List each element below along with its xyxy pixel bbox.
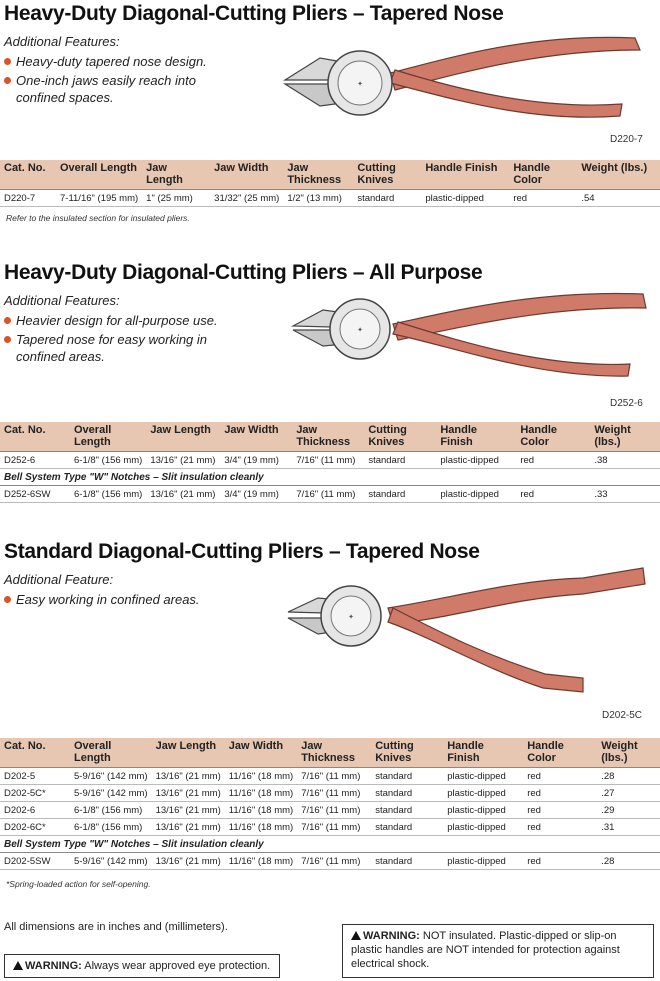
cell: .28: [597, 768, 660, 785]
col-jaw-length: Jaw Length: [142, 160, 210, 190]
cell: plastic-dipped: [443, 853, 523, 870]
table-row: [0, 853, 660, 870]
col-jaw-thickness: Jaw Thickness: [292, 422, 364, 452]
cell: standard: [371, 853, 443, 870]
cell: 11/16" (18 mm): [225, 802, 297, 819]
cell: D202-5: [0, 768, 70, 785]
section2-spec-table: [0, 422, 660, 503]
cell: 13/16" (21 mm): [152, 819, 225, 836]
bullet-dot-icon: [4, 317, 11, 324]
table-row: [0, 768, 660, 785]
section1-bullet-2: One-inch jaws easily reach into confined spaces.: [4, 72, 196, 106]
col-jaw-width: Jaw Width: [225, 738, 297, 768]
cell: red: [516, 452, 590, 469]
section1-note: Refer to the insulated section for insulated pliers.: [6, 213, 190, 223]
cell: D252-6: [0, 452, 70, 469]
col-cutting-knives: Cutting Knives: [371, 738, 443, 768]
cell: 3/4" (19 mm): [220, 486, 292, 503]
section2-bullet-1: Heavier design for all-purpose use.: [4, 312, 218, 329]
cell: 3/4" (19 mm): [220, 452, 292, 469]
cell: 7/16" (11 mm): [297, 819, 371, 836]
col-handle-color: Handle Color: [523, 738, 597, 768]
section3-features-heading: Additional Feature:: [4, 572, 114, 587]
cell: standard: [353, 190, 421, 207]
section2-bullet-2: Tapered nose for easy working in confined areas.: [4, 331, 207, 365]
cell: plastic-dipped: [443, 802, 523, 819]
section2-features-heading: Additional Features:: [4, 293, 120, 308]
cell: 7/16" (11 mm): [297, 802, 371, 819]
warning-text: NOT insulated. Plastic-dipped or slip-on plastic handles are NOT intended for protection against electrical shock.: [351, 930, 620, 970]
insulation-warning: [342, 924, 654, 978]
section3-bullet-1: Easy working in confined areas.: [4, 591, 200, 608]
col-weight: Weight (lbs.): [590, 422, 660, 452]
col-handle-color: Handle Color: [509, 160, 577, 190]
cell: 13/16" (21 mm): [152, 785, 225, 802]
cell: standard: [364, 486, 436, 503]
cell: 13/16" (21 mm): [152, 853, 225, 870]
cell: D202-6: [0, 802, 70, 819]
plier-d252-6-image: [288, 282, 658, 390]
cell: standard: [371, 819, 443, 836]
table-header-row: [0, 738, 660, 768]
cell: 6-1/8" (156 mm): [70, 486, 146, 503]
col-jaw-length: Jaw Length: [146, 422, 220, 452]
col-overall-length: Overall Length: [70, 422, 146, 452]
plier-d202-5c-image: [283, 558, 658, 698]
cell: red: [523, 853, 597, 870]
warning-label: WARNING:: [363, 930, 420, 942]
cell: plastic-dipped: [436, 452, 516, 469]
cell: plastic-dipped: [443, 785, 523, 802]
cell: plastic-dipped: [443, 819, 523, 836]
warning-label: WARNING:: [25, 960, 82, 972]
section3-note: *Spring-loaded action for self-opening.: [6, 879, 151, 889]
cell: 5-9/16" (142 mm): [70, 768, 152, 785]
section3-model-label: D202-5C: [602, 710, 643, 721]
cell: 11/16" (18 mm): [225, 853, 297, 870]
table-subheading-row: [0, 469, 660, 486]
cell: 11/16" (18 mm): [225, 768, 297, 785]
warning-text: Always wear approved eye protection.: [84, 960, 271, 972]
plier-d220-7-image: [280, 28, 655, 128]
col-handle-finish: Handle Finish: [443, 738, 523, 768]
table-row: [0, 452, 660, 469]
cell: 7/16" (11 mm): [297, 853, 371, 870]
col-cutting-knives: Cutting Knives: [364, 422, 436, 452]
col-jaw-width: Jaw Width: [220, 422, 292, 452]
section2-title: Heavy-Duty Diagonal-Cutting Pliers – All Purpose: [4, 261, 483, 284]
cell: 13/16" (21 mm): [146, 452, 220, 469]
warning-triangle-icon: [13, 961, 23, 970]
section1-features-heading: Additional Features:: [4, 34, 120, 49]
bullet-dot-icon: [4, 58, 11, 65]
col-overall-length: Overall Length: [70, 738, 152, 768]
cell: .38: [590, 452, 660, 469]
table-subheading-row: [0, 836, 660, 853]
cell: 5-9/16" (142 mm): [70, 785, 152, 802]
cell: D202-5SW: [0, 853, 70, 870]
col-jaw-length: Jaw Length: [152, 738, 225, 768]
cell: red: [509, 190, 577, 207]
table-header-row: [0, 160, 660, 190]
col-jaw-thickness: Jaw Thickness: [283, 160, 353, 190]
section2-model-label: D252-6: [610, 398, 643, 409]
svg-text:✦: ✦: [357, 81, 363, 88]
cell: 5-9/16" (142 mm): [70, 853, 152, 870]
cell: D220-7: [0, 190, 56, 207]
col-cat-no: Cat. No.: [0, 160, 56, 190]
cell: plastic-dipped: [421, 190, 509, 207]
col-jaw-thickness: Jaw Thickness: [297, 738, 371, 768]
section1-model-label: D220-7: [610, 134, 643, 145]
cell: .27: [597, 785, 660, 802]
cell: 6-1/8" (156 mm): [70, 452, 146, 469]
cell: 13/16" (21 mm): [146, 486, 220, 503]
cell: 11/16" (18 mm): [225, 819, 297, 836]
col-cat-no: Cat. No.: [0, 422, 70, 452]
col-cutting-knives: Cutting Knives: [353, 160, 421, 190]
svg-text:✦: ✦: [348, 614, 354, 621]
col-handle-finish: Handle Finish: [436, 422, 516, 452]
cell: standard: [371, 785, 443, 802]
cell: 31/32" (25 mm): [210, 190, 283, 207]
eye-protection-warning: [4, 954, 280, 978]
section3-title: Standard Diagonal-Cutting Pliers – Tapered Nose: [4, 540, 480, 563]
col-handle-finish: Handle Finish: [421, 160, 509, 190]
table-row: [0, 190, 660, 207]
cell: 13/16" (21 mm): [152, 768, 225, 785]
cell: 6-1/8" (156 mm): [70, 819, 152, 836]
cell: 7/16" (11 mm): [292, 452, 364, 469]
cell: plastic-dipped: [436, 486, 516, 503]
cell: D202-5C*: [0, 785, 70, 802]
cell: 7/16" (11 mm): [292, 486, 364, 503]
cell: 11/16" (18 mm): [225, 785, 297, 802]
bullet-dot-icon: [4, 596, 11, 603]
cell: .54: [577, 190, 660, 207]
cell: plastic-dipped: [443, 768, 523, 785]
cell: 7-11/16" (195 mm): [56, 190, 142, 207]
cell: standard: [364, 452, 436, 469]
cell: standard: [371, 802, 443, 819]
table-header-row: [0, 422, 660, 452]
cell: .29: [597, 802, 660, 819]
cell: .31: [597, 819, 660, 836]
cell: D252-6SW: [0, 486, 70, 503]
cell: 1" (25 mm): [142, 190, 210, 207]
cell: 13/16" (21 mm): [152, 802, 225, 819]
warning-triangle-icon: [351, 931, 361, 940]
subheading-cell: Bell System Type "W" Notches – Slit insulation cleanly: [0, 469, 660, 486]
col-overall-length: Overall Length: [56, 160, 142, 190]
svg-text:✦: ✦: [357, 327, 363, 334]
col-handle-color: Handle Color: [516, 422, 590, 452]
cell: red: [523, 819, 597, 836]
cell: 6-1/8" (156 mm): [70, 802, 152, 819]
cell: red: [523, 768, 597, 785]
cell: 1/2" (13 mm): [283, 190, 353, 207]
col-jaw-width: Jaw Width: [210, 160, 283, 190]
cell: standard: [371, 768, 443, 785]
cell: D202-6C*: [0, 819, 70, 836]
table-row: [0, 819, 660, 836]
cell: .33: [590, 486, 660, 503]
cell: red: [523, 802, 597, 819]
section3-spec-table: [0, 738, 660, 870]
cell: red: [523, 785, 597, 802]
section1-bullet-1: Heavy-duty tapered nose design.: [4, 53, 207, 70]
table-row: [0, 486, 660, 503]
cell: 7/16" (11 mm): [297, 785, 371, 802]
table-row: [0, 785, 660, 802]
section1-title: Heavy-Duty Diagonal-Cutting Pliers – Tapered Nose: [4, 2, 504, 25]
col-cat-no: Cat. No.: [0, 738, 70, 768]
table-row: [0, 802, 660, 819]
cell: .28: [597, 853, 660, 870]
bullet-dot-icon: [4, 77, 11, 84]
section1-spec-table: [0, 160, 660, 207]
subheading-cell: Bell System Type "W" Notches – Slit insulation cleanly: [0, 836, 660, 853]
cell: red: [516, 486, 590, 503]
col-weight: Weight (lbs.): [577, 160, 660, 190]
dimensions-note: All dimensions are in inches and (millimeters).: [4, 921, 228, 933]
col-weight: Weight (lbs.): [597, 738, 660, 768]
cell: 7/16" (11 mm): [297, 768, 371, 785]
bullet-dot-icon: [4, 336, 11, 343]
